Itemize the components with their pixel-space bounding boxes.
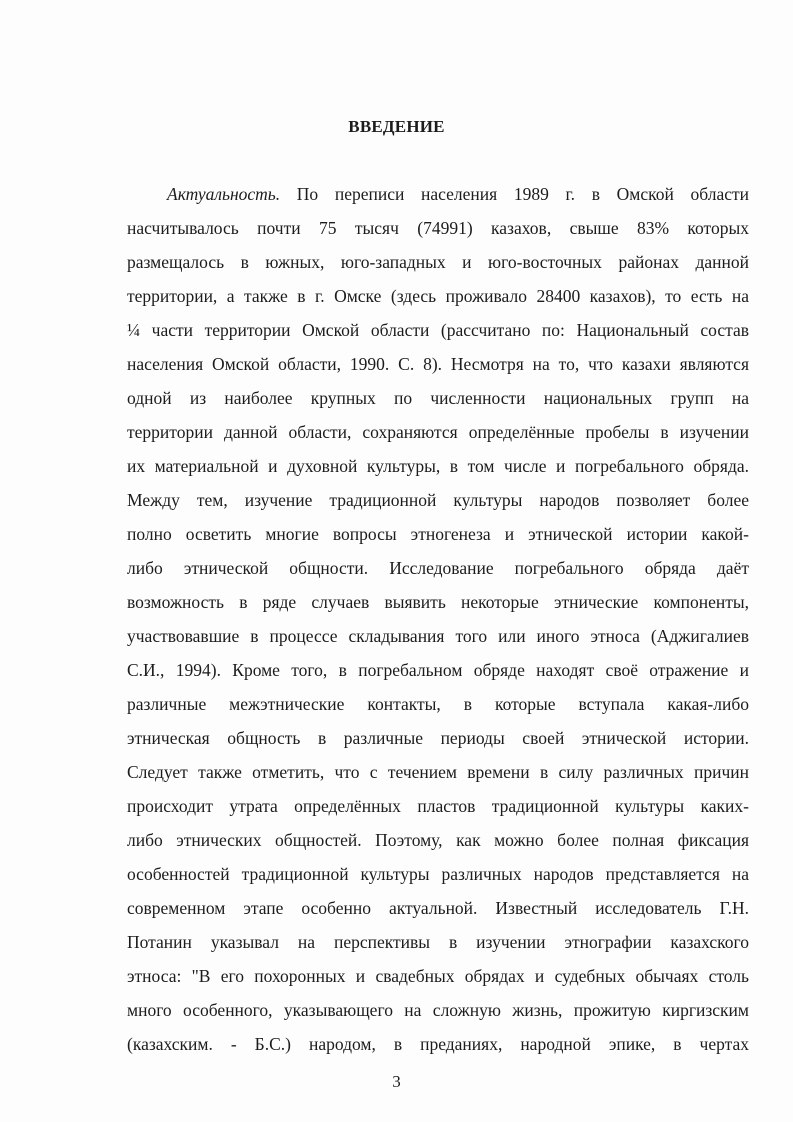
- first-line-text: По переписи населения 1989 г. в Омской области: [280, 184, 749, 204]
- italic-lead: Актуальность.: [167, 184, 281, 204]
- text-line-23: Потанин указывал на перспективы в изучении этнографии казахского: [127, 932, 749, 952]
- text-line-14: участвовавшие в процессе складывания того или иного этноса (Аджигалиев: [127, 626, 749, 646]
- text-line-12: либо этнической общности. Исследование погребального обряда даёт: [127, 558, 749, 578]
- text-line-25: много особенного, указывающего на сложную жизнь, прожитую киргизским: [127, 1000, 749, 1020]
- text-line-21: особенностей традиционной культуры различных народов представляется на: [127, 864, 749, 884]
- text-line-22: современном этапе особенно актуальной. Известный исследователь Г.Н.: [127, 898, 749, 918]
- text-line-13: возможность в ряде случаев выявить некоторые этнические компоненты,: [127, 592, 749, 612]
- text-line-2: насчитывалось почти 75 тысяч (74991) казахов, свыше 83% которых: [127, 218, 749, 238]
- body-text: [127, 181, 749, 1065]
- page-number: 3: [392, 1072, 401, 1091]
- text-line-9: их материальной и духовной культуры, в том числе и погребального обряда.: [127, 456, 749, 476]
- text-line-15: С.И., 1994). Кроме того, в погребальном обряде находят своё отражение и: [127, 660, 749, 680]
- text-line-4: территории, а также в г. Омске (здесь проживало 28400 казахов), то есть на: [127, 286, 749, 306]
- text-line-3: размещалось в южных, юго-западных и юго-восточных районах данной: [127, 252, 749, 272]
- text-line-7: одной из наиболее крупных по численности национальных групп на: [127, 388, 749, 408]
- text-line-8: территории данной области, сохраняются определённые пробелы в изучении: [127, 422, 749, 442]
- text-line-26: (казахским. - Б.С.) народом, в преданиях, народной эпике, в чертах: [127, 1034, 749, 1054]
- text-line-16: различные межэтнические контакты, в которые вступала какая-либо: [127, 694, 749, 714]
- text-line-6: населения Омской области, 1990. С. 8). Несмотря на то, что казахи являются: [127, 354, 749, 374]
- text-line-10: Между тем, изучение традиционной культуры народов позволяет более: [127, 490, 749, 510]
- text-line-11: полно осветить многие вопросы этногенеза и этнической истории какой-: [127, 524, 749, 544]
- text-line-1: [127, 181, 749, 215]
- text-line-19: происходит утрата определённых пластов традиционной культуры каких-: [127, 796, 749, 816]
- text-line-5: ¼ части территории Омской области (рассчитано по: Национальный состав: [127, 320, 749, 340]
- text-line-18: Следует также отметить, что с течением времени в силу различных причин: [127, 762, 749, 782]
- text-line-17: этническая общность в различные периоды своей этнической истории.: [127, 728, 749, 748]
- page-title: ВВЕДЕНИЕ: [348, 117, 445, 136]
- text-line-20: либо этнических общностей. Поэтому, как можно более полная фиксация: [127, 830, 749, 850]
- text-line-24: этноса: "В его похоронных и свадебных обрядах и судебных обычаях столь: [127, 966, 749, 986]
